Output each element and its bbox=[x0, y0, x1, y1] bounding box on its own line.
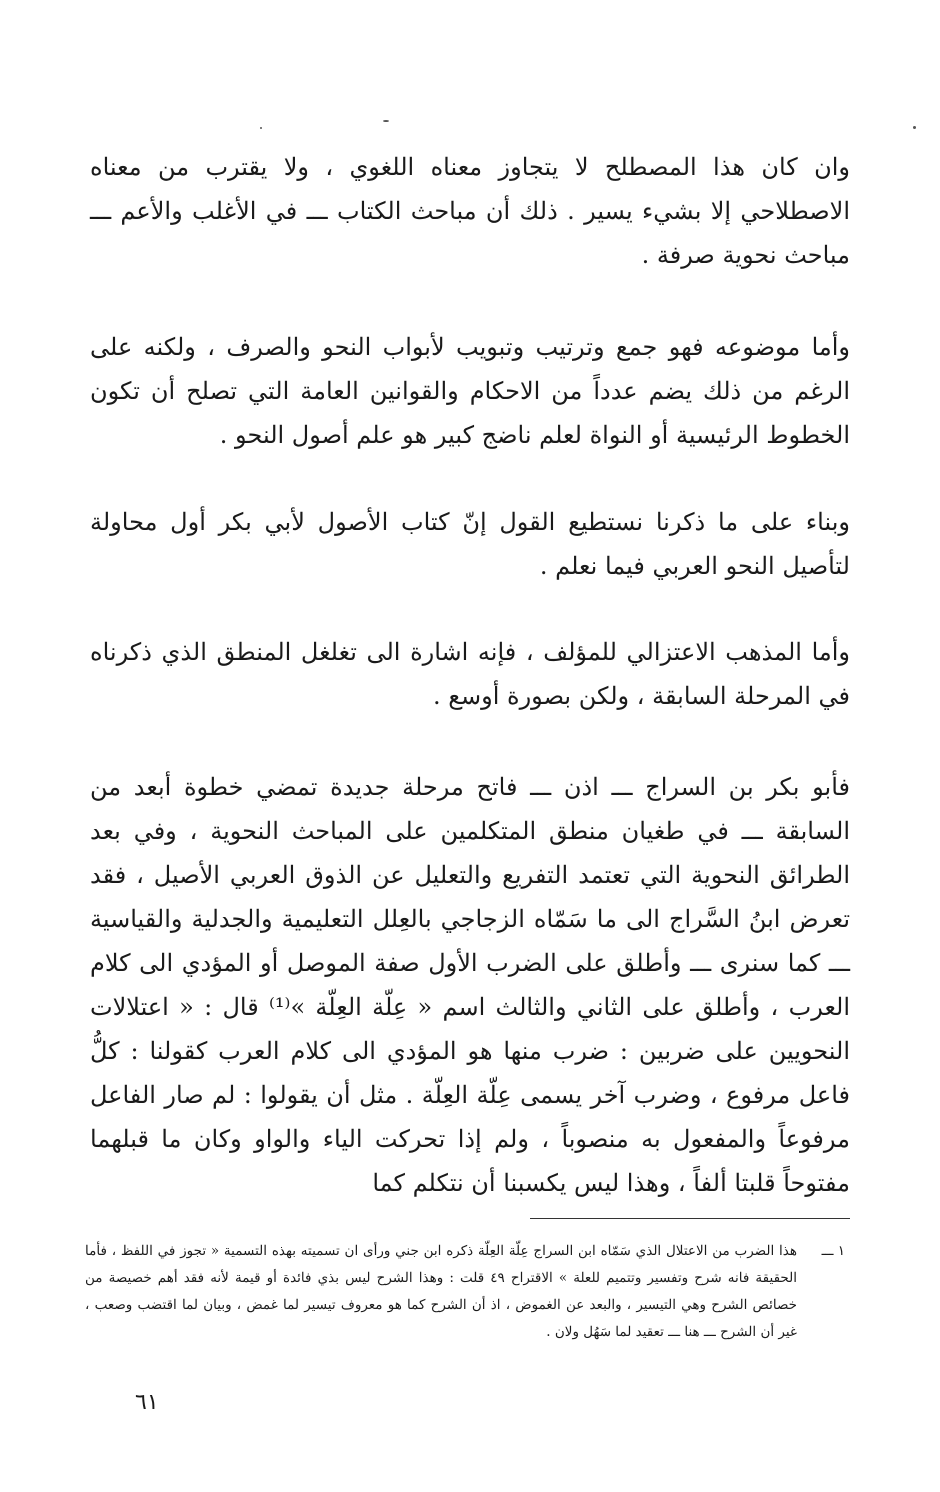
footnote-item bbox=[85, 1238, 845, 1346]
paragraph-text: وان كان هذا المصطلح لا يتجاوز معناه اللغوي ، ولا يقترب من معناه الاصطلاحي إلا بشيء يسير . ذلك أن مباحث الكتاب ـــ في الأغلب والأعم ـــ مباحث نحوية صرفة . bbox=[90, 153, 850, 269]
footnote-text: هذا الضرب من الاعتلال الذي سَمّاه ابن السراج عِلّة العِلّة ذكره ابن جني ورأى ان تسميته بهذه التسمية « تجوز في اللفظ ، فأما الحقيقة فانه شرح وتفسير وتتميم للعلة » الاقتراح ٤٩ قلت : وهذا الشرح ليس بذي فائدة أو قيمة لأنه فقد أهم خصيصة من خصائص الشرح وهي التيسير ، والبعد عن الغموض ، اذ أن الشرح كما هو معروف تيسير لما غمض ، وبيان لما اقتضب وصعب ، غير أن الشرح ـــ هنا ـــ تعقيد لما سَهُل ولان . bbox=[85, 1243, 797, 1340]
scan-speck bbox=[913, 126, 916, 129]
paragraph-text: وأما المذهب الاعتزالي للمؤلف ، فإنه اشارة الى تغلغل المنطق الذي ذكرناه في المرحلة السابقة ، ولكن بصورة أوسع . bbox=[90, 638, 850, 710]
body-paragraph-2 bbox=[90, 325, 850, 457]
footnotes bbox=[85, 1238, 845, 1346]
body-paragraph-1 bbox=[90, 145, 850, 277]
paragraph-text: وأما موضوعه فهو جمع وترتيب وتبويب لأبواب النحو والصرف ، ولكنه على الرغم من ذلك يضم عدداً من الاحكام والقوانين العامة التي تصلح أن تكون الخطوط الرئيسية أو النواة لعلم ناضج كبير هو علم أصول النحو . bbox=[90, 333, 850, 449]
footnote-number: ١ ـــ bbox=[821, 1243, 845, 1259]
body-paragraph-5 bbox=[90, 765, 850, 1205]
scan-speck bbox=[383, 120, 389, 122]
footnote-separator bbox=[530, 1218, 850, 1219]
page-number: ٦١ bbox=[135, 1390, 159, 1415]
body-paragraph-3 bbox=[90, 500, 850, 588]
body-paragraph-4 bbox=[90, 630, 850, 718]
scan-speck bbox=[260, 127, 262, 129]
paragraph-text: فأبو بكر بن السراج ـــ اذن ـــ فاتح مرحلة جديدة تمضي خطوة أبعد من السابقة ـــ في طغيان منطق المتكلمين على المباحث النحوية ، وفي بعد الطرائق النحوية التي تعتمد التفريع والتعليل عن الذوق العربي الأصيل ، فقد تعرض ابنُ السَّراج الى ما سَمّاه الزجاجي بالعِلل التعليمية والجدلية والقياسية ـــ كما سنرى ـــ وأطلق على الضرب الأول صفة الموصل أو المؤدي الى كلام العرب ، وأطلق على الثاني والثالث اسم « عِلّة العِلّة »⁽¹⁾ قال : « اعتلالات النحويين على ضربين : ضرب منها هو المؤدي الى كلام العرب كقولنا : كلُّ فاعل مرفوع ، وضرب آخر يسمى عِلّة العِلّة . مثل أن يقولوا : لم صار الفاعل مرفوعاً والمفعول به منصوباً ، ولم إذا تحركت الياء والواو وكان ما قبلهما مفتوحاً قلبتا ألفاً ، وهذا ليس يكسبنا أن نتكلم كما bbox=[90, 773, 851, 1197]
paragraph-text: وبناء على ما ذكرنا نستطيع القول إنّ كتاب الأصول لأبي بكر أول محاولة لتأصيل النحو العربي فيما نعلم . bbox=[90, 508, 850, 580]
